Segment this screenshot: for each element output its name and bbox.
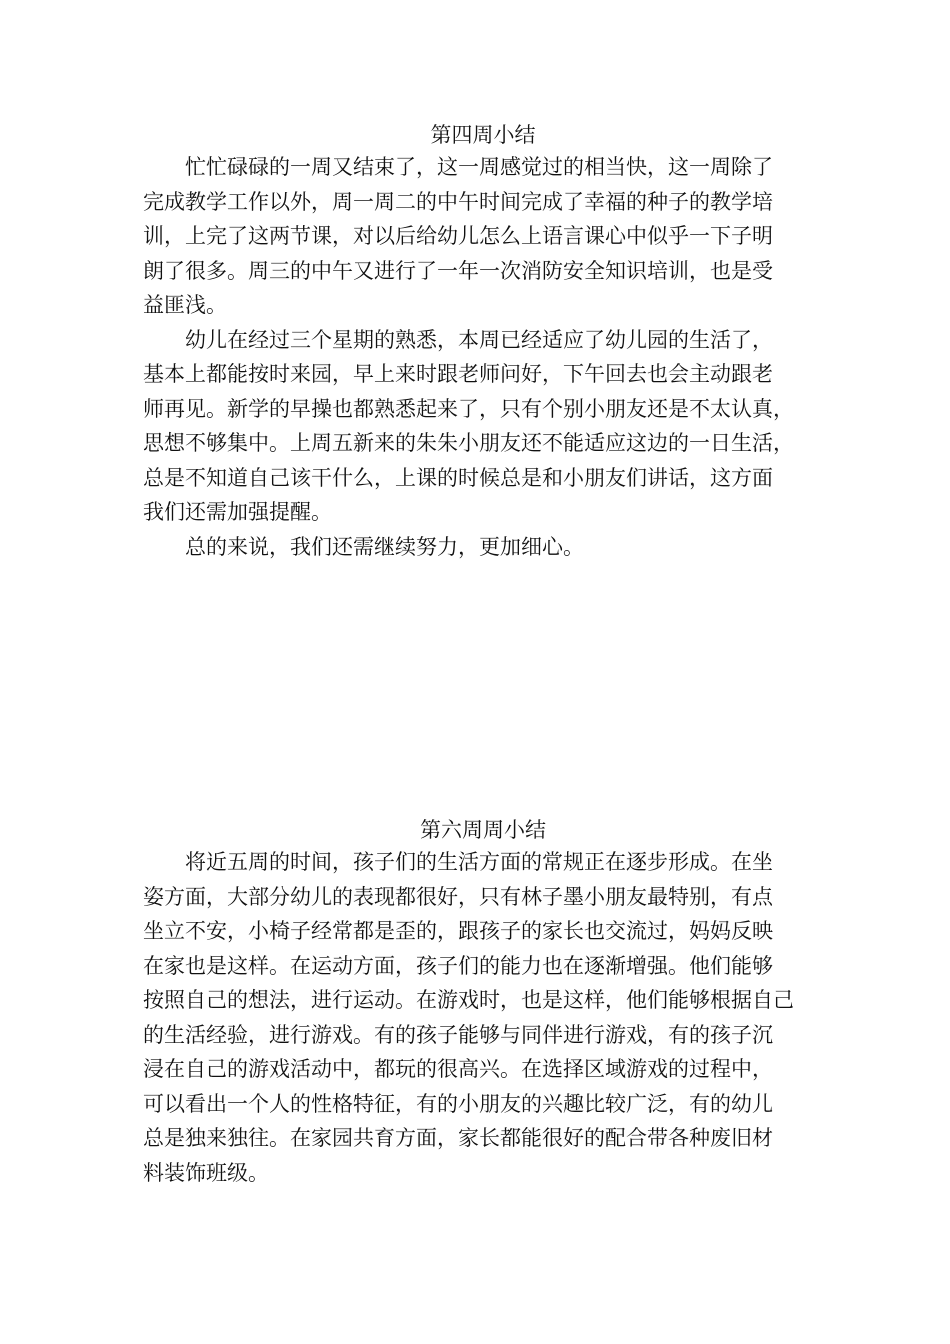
paragraph-line: 总是不知道自己该干什么，上课的时候总是和小朋友们讲话，这方面 bbox=[143, 465, 773, 490]
section-title: 第六周周小结 bbox=[420, 818, 546, 842]
paragraph-line: 总是独来独往。在家园共育方面，家长都能很好的配合带各种废旧材 bbox=[143, 1126, 773, 1150]
paragraph-line: 料装饰班级。 bbox=[143, 1160, 269, 1185]
paragraph-line: 的生活经验，进行游戏。有的孩子能够与同伴进行游戏，有的孩子沉 bbox=[143, 1022, 773, 1047]
paragraph-line: 幼儿在经过三个星期的熟悉，本周已经适应了幼儿园的生活了， bbox=[185, 327, 773, 352]
paragraph-line: 按照自己的想法，进行运动。在游戏时，也是这样，他们能够根据自己 bbox=[143, 988, 794, 1012]
paragraph-line: 训，上完了这两节课，对以后给幼儿怎么上语言课心中似乎一下子明 bbox=[143, 224, 773, 248]
paragraph-line: 完成教学工作以外，周一周二的中午时间完成了幸福的种子的教学培 bbox=[143, 189, 773, 214]
paragraph-line: 基本上都能按时来园，早上来时跟老师问好，下午回去也会主动跟老 bbox=[143, 362, 773, 386]
paragraph-line: 忙忙碌碌的一周又结束了，这一周感觉过的相当快，这一周除了 bbox=[185, 155, 773, 179]
paragraph-line: 浸在自己的游戏活动中，都玩的很高兴。在选择区域游戏的过程中， bbox=[143, 1057, 773, 1081]
section-title: 第四周小结 bbox=[430, 123, 536, 147]
paragraph-line: 将近五周的时间，孩子们的生活方面的常规正在逐步形成。在坐 bbox=[185, 850, 773, 874]
paragraph-line: 姿方面，大部分幼儿的表现都很好，只有林子墨小朋友最特别，有点 bbox=[143, 884, 773, 909]
paragraph-line: 在家也是这样。在运动方面，孩子们的能力也在逐渐增强。他们能够 bbox=[143, 953, 773, 978]
paragraph-line: 益匪浅。 bbox=[143, 293, 227, 317]
paragraph-line: 坐立不安，小椅子经常都是歪的，跟孩子的家长也交流过，妈妈反映 bbox=[143, 919, 773, 943]
paragraph-line: 师再见。新学的早操也都熟悉起来了，只有个别小朋友还是不太认真， bbox=[143, 396, 794, 421]
paragraph-line: 总的来说，我们还需继续努力，更加细心。 bbox=[185, 534, 584, 559]
paragraph-line: 可以看出一个人的性格特征，有的小朋友的兴趣比较广泛，有的幼儿 bbox=[143, 1091, 773, 1116]
week-six-summary bbox=[143, 815, 823, 1190]
week-four-summary bbox=[143, 120, 823, 564]
paragraph-line: 朗了很多。周三的中午又进行了一年一次消防安全知识培训，也是受 bbox=[143, 258, 773, 283]
paragraph-line: 思想不够集中。上周五新来的朱朱小朋友还不能适应这边的一日生活， bbox=[143, 431, 794, 455]
paragraph-line: 我们还需加强提醒。 bbox=[143, 500, 332, 524]
